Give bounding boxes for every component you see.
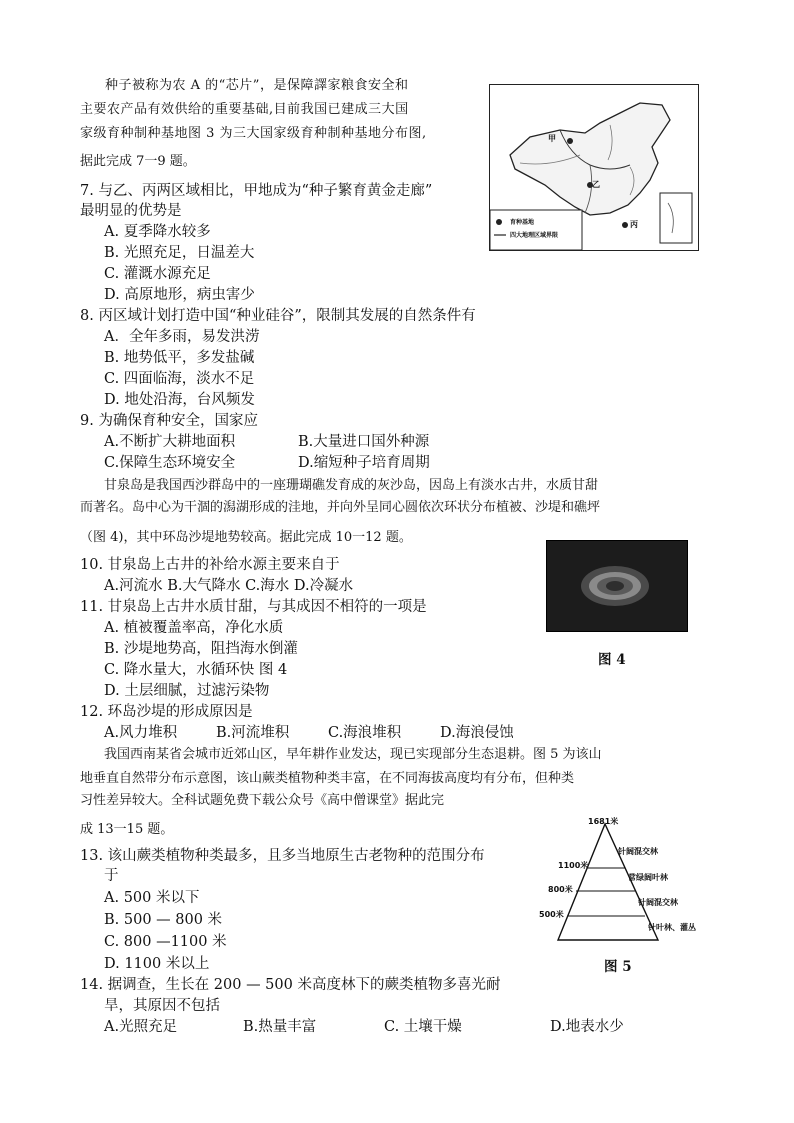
q9-option-a: A.不断扩大耕地面积: [104, 434, 236, 450]
q8-option-a: A．全年多雨，易发洪涝: [104, 329, 260, 345]
map-label-bing: 丙: [630, 220, 638, 229]
q14-stem-line2: 旱，其原因不包括: [104, 998, 220, 1014]
q11-option-a: A. 植被覆盖率高，净化水质: [104, 620, 284, 636]
q12-option-c: C.海浪堆积: [328, 725, 402, 741]
passage3-line4: 成 13一15 题。: [80, 822, 174, 837]
passage1-line1: 种子被称为农 A 的“芯片”，是保障譯家粮食安全和: [105, 78, 409, 93]
q13-option-a: A. 500 米以下: [104, 890, 200, 906]
q11-option-c: C. 降水量大，水循环快 图 4: [104, 662, 288, 678]
q7-option-c: C. 灌溉水源充足: [104, 266, 211, 282]
fig4-caption: 图 4: [598, 652, 626, 668]
q9-option-b: B.大量进口国外种源: [298, 434, 430, 450]
passage3-line3: 习性差异较大。全科试题免费下载公众号《高中僧课堂》据此完: [80, 793, 445, 808]
fig5-caption: 图 5: [604, 959, 632, 975]
q11-option-b: B. 沙堤地势高，阻挡海水倒灌: [104, 641, 298, 657]
q7-stem-line1: 7. 与乙、丙两区域相比，甲地成为“种子繁育黄金走廊”: [80, 183, 433, 199]
map-label-yi: 乙: [592, 180, 600, 189]
q13-option-c: C. 800 —1100 米: [104, 934, 227, 950]
q8-stem: 8. 丙区域计划打造中国“种业硅谷”，限制其发展的自然条件有: [80, 308, 476, 324]
passage3-line1: 我国西南某省会城市近郊山区，早年耕作业发达，现已实现部分生态退耕。图 5 为该山: [104, 747, 602, 762]
q7-option-a: A. 夏季降水较多: [104, 224, 211, 240]
altitude-500-label: 500米: [539, 910, 564, 919]
altitude-top-label: 1681米: [588, 817, 619, 826]
q8-option-d: D. 地处沿海，台风频发: [104, 392, 255, 408]
q13-stem-line2: 于: [104, 868, 119, 884]
q7-stem-line2: 最明显的优势是: [80, 203, 182, 219]
q12-option-a: A.风力堆积: [104, 725, 178, 741]
q9-option-d: D.缩短种子培育周期: [298, 455, 430, 471]
passage1-line2: 主要农产品有效供给的重要基础,目前我国已建成三大国: [80, 102, 409, 117]
zone-band-3: 针阔混交林: [638, 898, 678, 907]
q14-option-c: C. 土壤干燥: [384, 1019, 462, 1035]
q13-option-b: B. 500 — 800 米: [104, 912, 223, 928]
passage2-line1: 甘泉岛是我国西沙群岛中的一座珊瑚礁发育成的灰沙岛，因岛上有淡水古井，水质甘甜: [104, 478, 599, 493]
q12-option-d: D.海浪侵蚀: [440, 725, 514, 741]
q9-stem: 9. 为确保育种安全，国家应: [80, 413, 258, 429]
passage2-line2: 而著名。岛中心为干涸的潟湖形成的洼地，并向外呈同心圆依次环状分布植被、沙堤和礁坪: [80, 500, 601, 515]
map-legend-boundary: 四大地理区域界限: [510, 232, 559, 239]
q8-option-b: B. 地势低平，多发盐碱: [104, 350, 255, 366]
q14-option-d: D.地表水少: [550, 1019, 624, 1035]
zone-band-2: 常绿阔叶林: [628, 873, 668, 882]
q7-option-d: D. 高原地形，病虫害少: [104, 287, 255, 303]
map-label-jia: 甲: [548, 134, 556, 143]
q11-stem: 11. 甘泉岛上古井水质甘甜，与其成因不相符的一项是: [80, 599, 427, 615]
q14-stem-line1: 14. 据调查，生长在 200 — 500 米高度林下的蕨类植物多喜光耐: [80, 977, 501, 993]
zone-band-4: 针叶林、灌丛: [648, 923, 696, 932]
q13-stem-line1: 13. 该山蕨类植物种类最多，且多当地原生古老物种的范围分布: [80, 848, 485, 864]
passage2-line3: （图 4)，其中环岛沙堤地势较高。据此完成 10一12 题。: [80, 530, 412, 545]
q8-option-c: C. 四面临海，淡水不足: [104, 371, 255, 387]
q9-option-c: C.保障生态环境安全: [104, 455, 236, 471]
q12-stem: 12. 环岛沙堤的形成原因是: [80, 704, 253, 720]
china-map-figure: [489, 84, 699, 251]
passage1-line3: 家级育种制种基地图 3 为三大国家级育种制种基地分布图,: [80, 126, 427, 141]
q10-options: A.河流水 B.大气降水 C.海水 D.冷凝水: [104, 578, 354, 594]
q13-option-d: D. 1100 米以上: [104, 956, 210, 972]
q11-option-d: D. 土层细腻，过滤污染物: [104, 683, 270, 699]
q10-stem: 10. 甘泉岛上古井的补给水源主要来自于: [80, 557, 340, 573]
base-bing-marker: [622, 222, 628, 228]
altitude-1100-label: 1100米: [558, 861, 589, 870]
vertical-zone-diagram: [530, 812, 710, 952]
passage1-line4: 据此完成 7一9 题。: [80, 154, 196, 169]
zone-band-1: 针阔混交林: [618, 847, 658, 856]
q7-option-b: B. 光照充足，日温差大: [104, 245, 255, 261]
q14-option-a: A.光照充足: [104, 1019, 178, 1035]
island-photo-graphic: [547, 541, 687, 631]
q14-option-b: B.热量丰富: [243, 1019, 317, 1035]
q12-option-b: B.河流堆积: [216, 725, 290, 741]
base-jia-marker: [567, 138, 573, 144]
passage3-line2: 地垂直自然带分布示意图，该山蕨类植物种类丰富，在不同海拔高度均有分布，但种类: [80, 771, 575, 786]
altitude-800-label: 800米: [548, 885, 573, 894]
island-photo: [546, 540, 688, 632]
map-legend-base: 育种基地: [510, 219, 535, 226]
